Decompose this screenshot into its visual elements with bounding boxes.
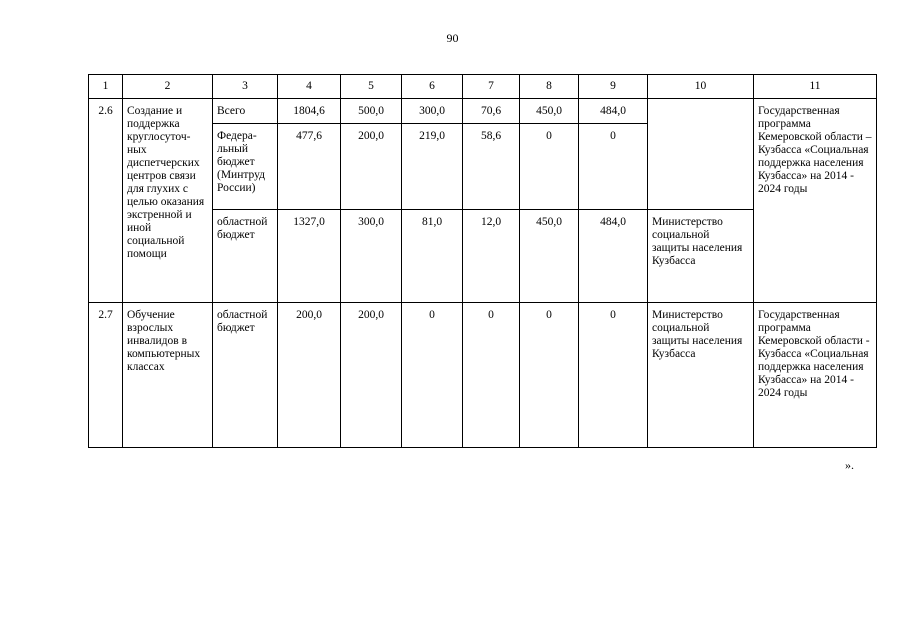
header-cell-3: 3 xyxy=(213,75,278,99)
value-cell: 1327,0 xyxy=(278,210,341,303)
header-cell-8: 8 xyxy=(520,75,579,99)
funding-source: Всего xyxy=(213,99,278,124)
value-cell: 0 xyxy=(463,303,520,448)
funding-table xyxy=(88,74,877,448)
value-cell: 0 xyxy=(520,124,579,210)
measure-name: Создание и поддержка круглосуточ-ных диспетчерских центров связи для глухих с целью оказания экстренной и иной социальной помощи xyxy=(123,99,213,303)
value-cell: 0 xyxy=(520,303,579,448)
header-cell-11: 11 xyxy=(754,75,877,99)
executor-cell: Министерство социальной защиты населения Кузбасса xyxy=(648,210,754,303)
row-index: 2.6 xyxy=(89,99,123,303)
header-row xyxy=(89,75,877,99)
header-cell-5: 5 xyxy=(341,75,402,99)
table-row-2-6-total xyxy=(89,99,877,124)
header-cell-1: 1 xyxy=(89,75,123,99)
value-cell: 200,0 xyxy=(341,124,402,210)
value-cell: 0 xyxy=(402,303,463,448)
value-cell: 12,0 xyxy=(463,210,520,303)
program-cell: Государственная программа Кемеровской области – Кузбасса «Социальная поддержка населения Кузбасса» на 2014 - 2024 годы xyxy=(754,99,877,303)
closing-quote: ». xyxy=(845,458,854,472)
header-cell-6: 6 xyxy=(402,75,463,99)
value-cell: 58,6 xyxy=(463,124,520,210)
value-cell: 300,0 xyxy=(341,210,402,303)
value-cell: 477,6 xyxy=(278,124,341,210)
program-cell: Государственная программа Кемеровской области - Кузбасса «Социальная поддержка населения Кузбасса» на 2014 - 2024 годы xyxy=(754,303,877,448)
value-cell: 484,0 xyxy=(579,99,648,124)
value-cell: 200,0 xyxy=(278,303,341,448)
header-cell-10: 10 xyxy=(648,75,754,99)
funding-source: областной бюджет xyxy=(213,303,278,448)
measure-name: Обучение взрослых инвалидов в компьютерных классах xyxy=(123,303,213,448)
value-cell: 70,6 xyxy=(463,99,520,124)
executor-cell: Министерство социальной защиты населения Кузбасса xyxy=(648,303,754,448)
value-cell: 0 xyxy=(579,124,648,210)
value-cell: 484,0 xyxy=(579,210,648,303)
value-cell: 500,0 xyxy=(341,99,402,124)
row-index: 2.7 xyxy=(89,303,123,448)
funding-source: Федера-льный бюджет (Минтруд России) xyxy=(213,124,278,210)
header-cell-7: 7 xyxy=(463,75,520,99)
value-cell: 300,0 xyxy=(402,99,463,124)
page-number: 90 xyxy=(446,31,459,45)
value-cell: 450,0 xyxy=(520,210,579,303)
executor-cell-empty xyxy=(648,99,754,210)
header-cell-9: 9 xyxy=(579,75,648,99)
header-cell-2: 2 xyxy=(123,75,213,99)
funding-source: областной бюджет xyxy=(213,210,278,303)
header-cell-4: 4 xyxy=(278,75,341,99)
table-row-2-7 xyxy=(89,303,877,448)
value-cell: 450,0 xyxy=(520,99,579,124)
value-cell: 81,0 xyxy=(402,210,463,303)
value-cell: 200,0 xyxy=(341,303,402,448)
value-cell: 219,0 xyxy=(402,124,463,210)
value-cell: 1804,6 xyxy=(278,99,341,124)
value-cell: 0 xyxy=(579,303,648,448)
